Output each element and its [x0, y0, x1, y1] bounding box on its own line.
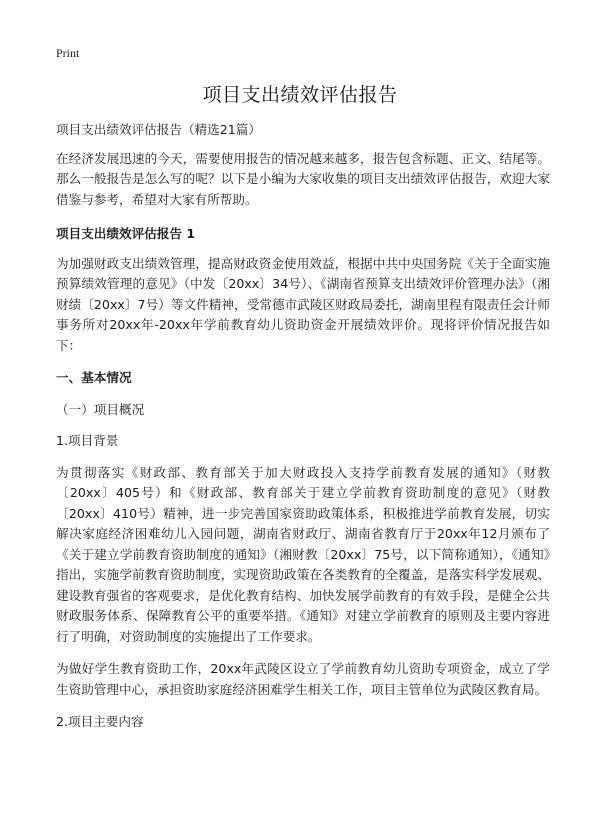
paragraph-purpose: 为加强财政支出绩效管理，提高财政资金使用效益，根据中共中央国务院《关于全面实施预算绩效管理的意见》（中发〔20xx〕34号）、《湖南省预算支出绩效评价管理办法》（湘财绩〔20xx〕7号）等文件精神，受常德市武陵区财政局委托，湖南里程有限责任会计师事务所对20xx年-20xx年学前教育幼儿资助资金开展绩效评价。现将评价情况报告如下： — [56, 255, 550, 353]
subsection-heading-overview: （一）项目概况 — [56, 401, 145, 417]
paragraph-fund-setup: 为做好学生教育资助工作，20xx年武陵区设立了学前教育幼儿资助专项资金，成立了学生资助管理中心，承担资助家庭经济困难学生相关工作，项目主管单位为武陵区教育局。 — [56, 661, 550, 697]
document-subtitle: 项目支出绩效评估报告（精选21篇） — [56, 122, 261, 137]
item-heading-background: 1.项目背景 — [56, 433, 119, 448]
print-link[interactable]: Print — [56, 46, 80, 60]
document-body — [56, 120, 550, 744]
intro-paragraph: 在经济发展迅速的今天，需要使用报告的情况越来越多，报告包含标题、正文、结尾等。那么一般报告是怎么写的呢？以下是小编为大家收集的项目支出绩效评估报告，欢迎大家借鉴与参考，希望对大家有所帮助。 — [56, 150, 550, 207]
section-heading-basic-info: 一、基本情况 — [56, 370, 132, 385]
item-heading-main-content: 2.项目主要内容 — [56, 714, 144, 729]
paragraph-background: 为贯彻落实《财政部、教育部关于加大财政投入支持学前教育发展的通知》（财教〔20xx〕405号）和《财政部、教育部关于建立学前教育资助制度的意见》（财教〔20xx〕410号）精神，进一步完善国家资助政策体系，积极推进学前教育发展，切实解决家庭经济困难幼儿入园问题，湖南省财政厅、湖南省教育厅于20xx年12月颁布了《关于建立学前教育资助制度的通知》（湘财教〔20xx〕75号，以下简称通知），《通知》指出，实施学前教育资助制度，实现资助政策在各类教育的全覆盖，是落实科学发展观、建设教育强省的客观要求，是优化教育结构、加快发展学前教育的有效手段，是健全公共财政服务体系、保障教育公平的重要举措。《通知》对建立学前教育的原则及主要内容进行了明确，对资助制度的实施提出了工作要求。 — [56, 464, 550, 644]
document-title: 项目支出绩效评估报告 — [202, 84, 398, 106]
report-heading: 项目支出绩效评估报告 1 — [56, 226, 196, 241]
